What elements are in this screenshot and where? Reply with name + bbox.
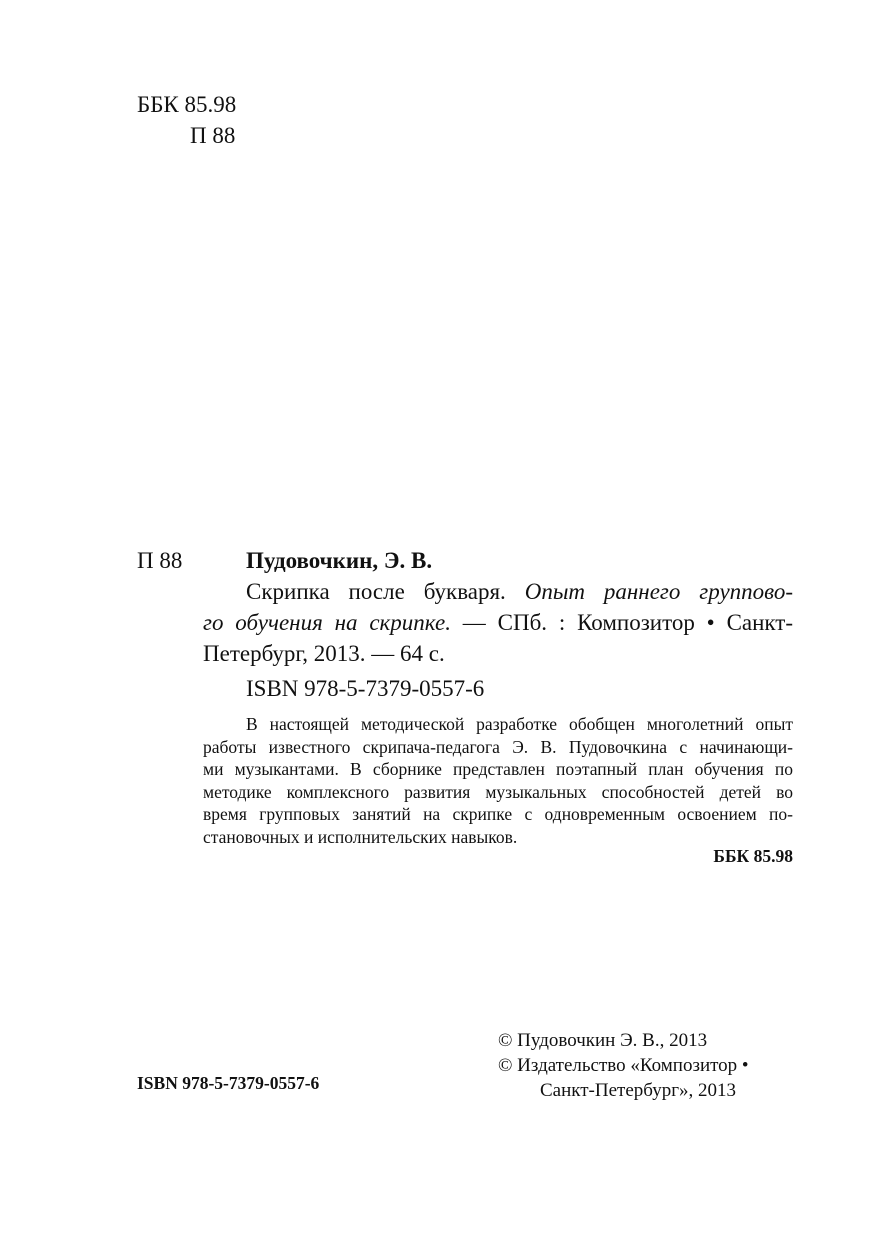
imprint-part2: Петербург, 2013. — 64 с.: [203, 641, 445, 666]
bbk-code-bottom: ББК 85.98: [713, 846, 793, 866]
book-title: Скрипка после букваря.: [246, 579, 506, 604]
biblio-line-2: [203, 607, 793, 638]
annotation-line: время групповых занятий на скрипке с одновременным освоением по-: [203, 804, 793, 824]
imprint-part1: — СПб. : Композитор • Санкт-: [462, 610, 794, 635]
copyright-publisher-line2: Санкт-Петербург», 2013: [540, 1080, 737, 1101]
copyright-publisher-line1: © Издательство «Композитор •: [498, 1055, 749, 1076]
biblio-line-1: [203, 576, 793, 607]
annotation-line: В настоящей методической разработке обобщен многолетний опыт: [246, 714, 793, 734]
bibliographic-description: [203, 576, 793, 669]
annotation-line: методике комплексного развития музыкальных способностей детей во: [203, 781, 793, 802]
annotation: [203, 713, 793, 848]
isbn-bottom: ISBN 978-5-7379-0557-6: [137, 1073, 320, 1093]
annotation-line: ми музыкантами. В сборнике представлен поэтапный план обучения по: [203, 759, 793, 779]
book-subtitle-part2: го обучения на скрипке.: [203, 610, 451, 635]
author-mark-top: П 88: [190, 123, 236, 148]
isbn: ISBN 978-5-7379-0557-6: [246, 676, 485, 701]
bbk-classification-code: ББК 85.98: [137, 92, 237, 117]
author-name: Пудовочкин, Э. В.: [246, 548, 433, 573]
book-subtitle-part1: Опыт раннего группово-: [524, 579, 793, 604]
author-mark: П 88: [137, 548, 183, 573]
annotation-line: становочных и исполнительских навыков.: [203, 826, 518, 847]
annotation-line: работы известного скрипача-педагога Э. В. Пудовочкина с начинающи-: [203, 736, 793, 757]
copyright-author: © Пудовочкин Э. В., 2013: [498, 1030, 708, 1051]
